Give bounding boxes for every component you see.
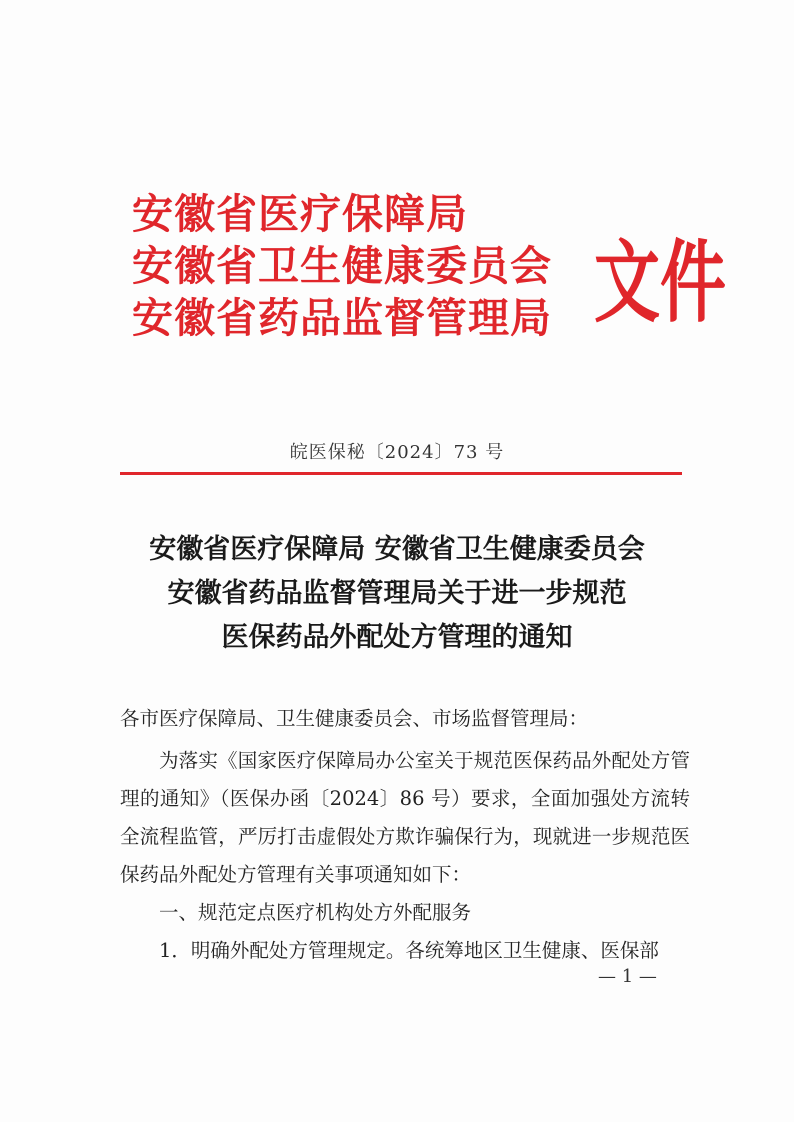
intro-paragraph: 为落实《国家医疗保障局办公室关于规范医保药品外配处方管理的通知》（医保办函〔2024〕86 号）要求，全面加强处方流转全流程监管，严厉打击虚假处方欺诈骗保行为，现就进一步规范医保药品外配处方管理有关事项通知如下： bbox=[120, 749, 690, 886]
issuer-name: 安徽省卫生健康委员会 bbox=[132, 242, 552, 290]
letterhead-issuers bbox=[132, 188, 592, 344]
title-line: 安徽省医疗保障局 安徽省卫生健康委员会 bbox=[149, 534, 645, 565]
list-item: 1．明确外配处方管理规定。各统筹地区卫生健康、医保部 bbox=[159, 939, 659, 962]
title-line: 医保药品外配处方管理的通知 bbox=[221, 622, 573, 653]
title-line: 安徽省药品监督管理局关于进一步规范 bbox=[167, 578, 627, 609]
issuer-name: 安徽省医疗保障局 bbox=[132, 190, 468, 238]
letterhead-document-label: 文件 bbox=[594, 229, 726, 335]
page-number: — 1 — bbox=[598, 966, 657, 987]
issuer-name: 安徽省药品监督管理局 bbox=[132, 294, 552, 342]
section-heading: 一、规范定点医疗机构处方外配服务 bbox=[159, 901, 472, 924]
document-number: 皖医保秘〔2024〕73 号 bbox=[289, 442, 505, 463]
document-body bbox=[120, 700, 690, 970]
salutation: 各市医疗保障局、卫生健康委员会、市场监督管理局： bbox=[120, 707, 589, 730]
red-separator-line bbox=[120, 472, 682, 475]
document-title bbox=[60, 528, 734, 660]
